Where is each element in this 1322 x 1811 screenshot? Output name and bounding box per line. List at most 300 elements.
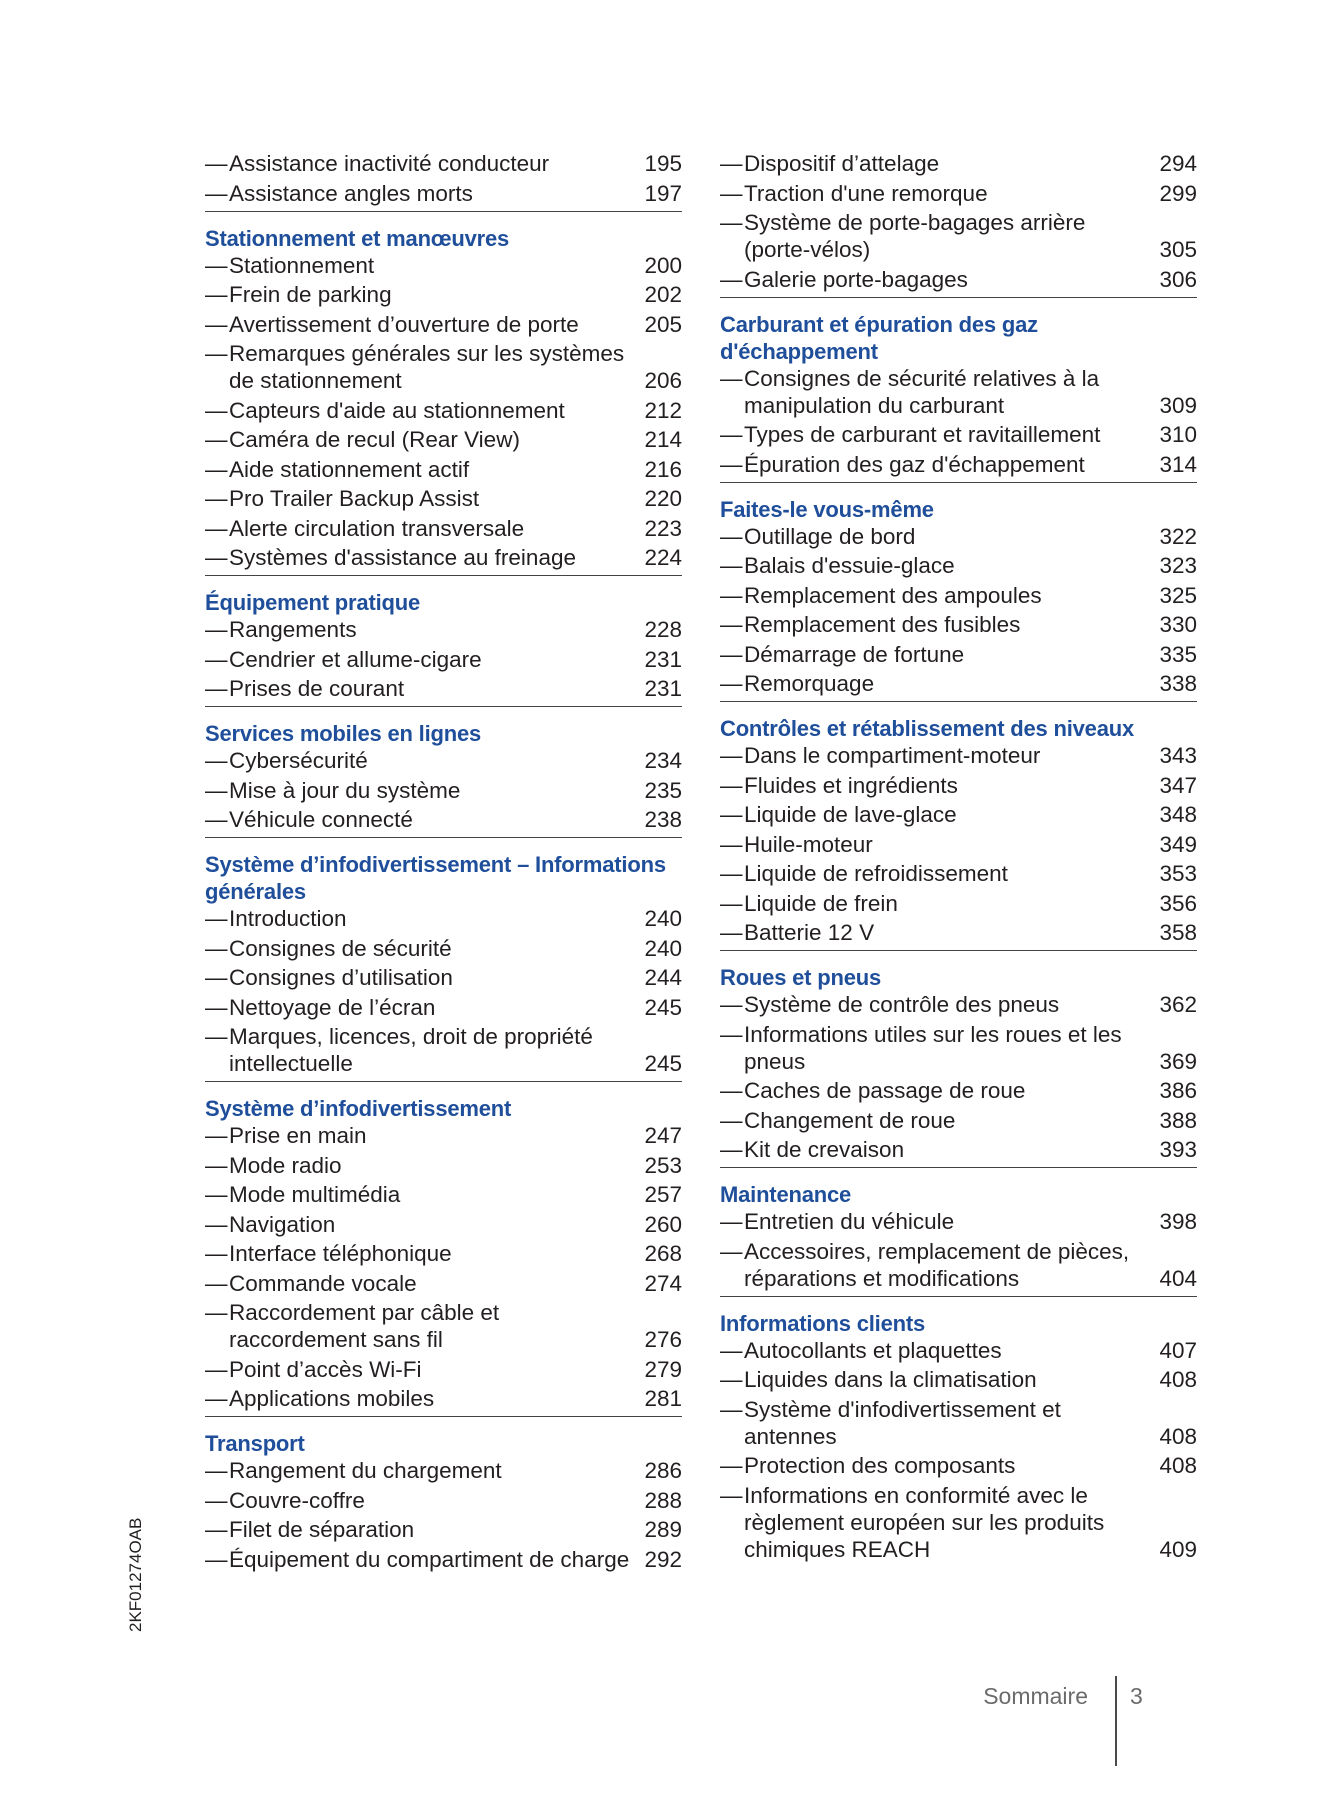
entry-page-number: 216 [644,456,682,482]
entry-title: Interface téléphonique [229,1241,452,1266]
entry-text [205,456,644,483]
entry-title: Commande vocale [229,1270,417,1296]
entry-dash: — [720,365,743,391]
entry-dash: — [720,861,743,886]
entry-title: Dispositif d’attelage [744,151,940,176]
entry-page-number: 325 [1159,582,1197,608]
entry-dash: — [720,772,743,798]
entry-dash: — [720,210,743,235]
toc-entry[interactable] [205,1211,682,1238]
toc-entry[interactable] [720,150,1197,177]
toc-entry[interactable] [720,860,1197,887]
entry-text [720,801,1159,828]
entry-title: Dans le compartiment-moteur [744,743,1041,768]
toc-entry[interactable] [720,1452,1197,1479]
entry-dash: — [720,743,743,768]
entry-page-number: 408 [1159,1367,1197,1392]
entry-page-number: 240 [644,935,682,961]
entry-text [205,397,644,424]
toc-entry[interactable] [205,994,682,1021]
entry-text [720,831,1159,858]
entry-title: Batterie 12 V [744,920,875,945]
entry-page-number: 206 [644,368,682,393]
toc-entry[interactable] [205,1385,682,1412]
toc-entry[interactable] [205,311,682,338]
entry-title: Aide stationnement actif [229,456,470,482]
entry-dash: — [205,515,228,541]
entry-title: Remplacement des ampoules [744,582,1042,608]
entry-title: Balais d'essuie-glace [744,553,955,578]
entry-text [205,616,644,643]
toc-entry[interactable] [720,180,1197,207]
entry-title: Remorquage [744,671,875,696]
entry-dash: — [205,151,228,176]
entry-title: Épuration des gaz d'échappement [744,451,1085,477]
toc-entry[interactable] [205,905,682,932]
toc-entry[interactable] [720,365,1197,419]
entry-text [205,340,644,394]
entry-page-number: 388 [1159,1107,1197,1133]
entry-dash: — [720,1482,743,1508]
section-heading[interactable]: Roues et pneus [720,965,882,990]
entry-title: Kit de crevaison [744,1137,905,1162]
entry-dash: — [205,906,228,931]
entry-title: Démarrage de fortune [744,641,965,667]
entry-page-number: 408 [1159,1453,1197,1478]
entry-dash: — [205,1386,228,1411]
toc-section [205,224,682,577]
entry-dash: — [720,451,743,477]
entry-page-number: 200 [644,252,682,278]
entry-dash: — [205,748,228,773]
toc-entry[interactable] [720,991,1197,1018]
toc-entry[interactable] [720,641,1197,668]
toc-entry[interactable] [205,1270,682,1297]
entry-page-number: 268 [644,1241,682,1266]
toc-entry[interactable] [205,1240,682,1267]
entry-title: Remplacement des fusibles [744,612,1021,637]
entry-page-number: 309 [1159,392,1197,418]
entry-dash: — [720,553,743,578]
toc-entry[interactable] [205,1122,682,1149]
entry-text [205,646,644,673]
toc-entry[interactable] [720,611,1197,638]
entry-title: Équipement du compartiment de charge [229,1546,630,1572]
toc-entry[interactable] [205,1152,682,1179]
entry-dash: — [720,1137,743,1162]
entry-title: Rangements [229,617,357,642]
entry-page-number: 294 [1159,151,1197,176]
toc-entry[interactable] [720,801,1197,828]
toc-section [720,714,1197,951]
toc-entry[interactable] [205,340,682,394]
entry-text [720,150,1159,177]
entry-title: Mode radio [229,1152,342,1178]
toc-section [720,1309,1197,1567]
entry-dash: — [720,1209,743,1234]
toc-entry[interactable] [720,1238,1197,1292]
entry-dash: — [205,965,228,990]
section-heading[interactable]: Transport [205,1431,305,1456]
entry-title: Rangement du chargement [229,1458,502,1483]
entry-text [720,1077,1159,1104]
toc-section [205,1429,682,1577]
entry-title: Stationnement [229,252,375,278]
entry-text [205,150,644,177]
entry-page-number: 224 [644,545,682,570]
section-heading[interactable]: Maintenance [720,1182,852,1207]
entry-title: Accessoires, remplacement de pièces, réparations et modifications [744,1238,1130,1291]
entry-page-number: 253 [644,1152,682,1178]
entry-title: Huile-moteur [744,831,873,857]
entry-text [720,742,1159,769]
entry-title: Consignes de sécurité relatives à la manipulation du carburant [744,365,1100,418]
entry-page-number: 231 [644,646,682,672]
toc-entry[interactable] [205,252,682,279]
entry-text [720,421,1159,448]
entry-dash: — [205,1458,228,1483]
toc-entry[interactable] [205,616,682,643]
entry-title: Avertissement d’ouverture de porte [229,311,579,337]
toc-entry[interactable] [205,1516,682,1543]
toc-entry[interactable] [720,209,1197,263]
toc-entry[interactable] [720,1366,1197,1393]
document-code: 2KF01274OAB [126,1517,145,1632]
entry-text [720,670,1159,697]
entry-title: Entretien du véhicule [744,1209,955,1234]
toc-entry[interactable] [205,544,682,571]
section-heading[interactable]: Système d’infodivertissement [205,1096,512,1121]
entry-dash: — [205,1024,228,1049]
toc-entry[interactable] [720,266,1197,293]
entry-page-number: 362 [1159,992,1197,1017]
toc-entry[interactable] [205,1023,682,1077]
entry-title: Mode multimédia [229,1182,401,1207]
page-number: 3 [1130,1683,1143,1709]
toc-entry[interactable] [205,646,682,673]
toc-entry[interactable] [205,1487,682,1514]
entry-page-number: 195 [644,151,682,176]
entry-page-number: 281 [644,1386,682,1411]
entry-page-number: 386 [1159,1078,1197,1103]
toc-section [205,588,682,707]
toc-entry[interactable] [720,523,1197,550]
toc-section [205,1094,682,1417]
entry-text [720,1021,1159,1075]
toc-section [720,495,1197,703]
entry-dash: — [205,311,228,337]
entry-page-number: 292 [644,1546,682,1572]
entry-title: Filet de séparation [229,1517,415,1542]
entry-text [720,919,1159,946]
entry-text [205,1487,644,1514]
entry-text [720,1107,1159,1134]
entry-text [205,281,644,308]
entry-dash: — [205,1517,228,1542]
toc-entry[interactable] [720,421,1197,448]
entry-text [205,1457,644,1484]
entry-text [205,1152,644,1179]
entry-text [205,747,644,774]
entry-page-number: 408 [1159,1423,1197,1449]
entry-title: Autocollants et plaquettes [744,1337,1002,1363]
entry-page-number: 220 [644,486,682,511]
toc-entry[interactable] [205,1299,682,1353]
entry-title: Couvre-coffre [229,1487,365,1513]
entry-text [205,806,644,833]
entry-text [205,964,644,991]
entry-text [205,1023,644,1077]
toc-entry[interactable] [720,742,1197,769]
entry-text [720,582,1159,609]
toc-column-right [720,150,1197,1579]
entry-title: Liquide de refroidissement [744,861,1008,886]
entry-text [720,1136,1159,1163]
entry-title: Changement de roue [744,1107,956,1133]
toc-entry[interactable] [205,485,682,512]
toc-column-left [205,150,682,1589]
entry-dash: — [205,1356,228,1382]
entry-dash: — [205,1270,228,1296]
entry-dash: — [205,341,228,366]
entry-title: Système de porte-bagages arrière (porte-vélos) [744,210,1086,262]
toc-entry[interactable] [205,1457,682,1484]
entry-text [720,991,1159,1018]
entry-text [205,905,644,932]
toc-entry[interactable] [720,1077,1197,1104]
entry-dash: — [205,1487,228,1513]
entry-title: Types de carburant et ravitaillement [744,422,1101,447]
entry-page-number: 330 [1159,612,1197,637]
entry-dash: — [205,397,228,423]
entry-title: Système d'infodivertissement et antennes [744,1396,1061,1449]
footer-section-label: Sommaire [983,1683,1088,1709]
entry-dash: — [720,1107,743,1133]
entry-text [205,311,644,338]
entry-dash: — [205,1546,228,1572]
entry-title: Cendrier et allume-cigare [229,646,482,672]
toc-entry[interactable] [205,964,682,991]
toc-entry[interactable] [720,1021,1197,1075]
entry-text [205,1356,644,1383]
toc-entry[interactable] [205,777,682,804]
entry-dash: — [205,252,228,278]
toc-entry[interactable] [720,1107,1197,1134]
entry-page-number: 289 [644,1517,682,1542]
toc-entry[interactable] [720,1396,1197,1450]
entry-text [720,772,1159,799]
entry-dash: — [205,282,228,307]
toc-entry[interactable] [205,1181,682,1208]
entry-page-number: 393 [1159,1137,1197,1162]
toc-section [720,150,1197,298]
entry-dash: — [205,777,228,803]
entry-dash: — [205,617,228,642]
entry-dash: — [205,676,228,701]
entry-page-number: 205 [644,311,682,337]
entry-title: Véhicule connecté [229,807,413,832]
toc-entry[interactable] [205,675,682,702]
entry-text [720,1238,1159,1292]
section-heading[interactable]: Stationnement et manœuvres [205,225,510,251]
entry-text [720,1337,1159,1364]
toc-entry[interactable] [205,281,682,308]
toc-entry[interactable] [205,426,682,453]
footer-divider [1115,1676,1117,1766]
entry-dash: — [205,427,228,452]
entry-dash: — [205,1241,228,1266]
entry-page-number: 358 [1159,920,1197,945]
entry-title: Capteurs d'aide au stationnement [229,397,565,423]
entry-text [205,935,644,962]
entry-text [720,1482,1159,1563]
entry-text [205,1270,644,1297]
toc-entry[interactable] [720,1337,1197,1364]
entry-page-number: 245 [644,994,682,1020]
entry-title: Alerte circulation transversale [229,515,525,541]
entry-text [205,1385,644,1412]
entry-dash: — [205,646,228,672]
toc-entry[interactable] [205,806,682,833]
entry-dash: — [720,920,743,945]
entry-title: Marques, licences, droit de propriété intellectuelle [229,1024,593,1076]
entry-title: Consignes d’utilisation [229,965,453,990]
entry-page-number: 244 [644,965,682,990]
toc-entry[interactable] [720,772,1197,799]
entry-page-number: 407 [1159,1337,1197,1363]
toc-entry[interactable] [720,919,1197,946]
entry-text [205,485,644,512]
entry-page-number: 214 [644,427,682,452]
entry-text [720,209,1159,263]
entry-dash: — [205,807,228,832]
toc-entry[interactable] [720,1208,1197,1235]
entry-title: Galerie porte-bagages [744,266,968,292]
toc-entry[interactable] [205,747,682,774]
section-heading[interactable]: Système d’infodivertissement – Informations générales [205,852,666,904]
entry-page-number: 288 [644,1487,682,1513]
toc-entry[interactable] [205,1356,682,1383]
entry-text [720,451,1159,478]
entry-text [205,426,644,453]
entry-page-number: 223 [644,515,682,541]
section-heading[interactable]: Contrôles et rétablissement des niveaux [720,716,1135,741]
toc-entry[interactable] [205,515,682,542]
entry-page-number: 299 [1159,180,1197,206]
entry-text [720,365,1159,419]
entry-title: Liquides dans la climatisation [744,1367,1037,1392]
toc-entry[interactable] [205,1546,682,1573]
entry-page-number: 240 [644,906,682,931]
entry-text [205,777,644,804]
entry-title: Traction d'une remorque [744,180,988,206]
entry-text [720,523,1159,550]
entry-dash: — [205,486,228,511]
toc-entry[interactable] [205,456,682,483]
entry-dash: — [720,671,743,696]
section-heading[interactable]: Services mobiles en lignes [205,721,482,746]
entry-text [720,180,1159,207]
entry-dash: — [720,612,743,637]
entry-dash: — [720,1078,743,1103]
entry-text [205,1546,644,1573]
entry-title: Navigation [229,1211,336,1237]
entry-page-number: 314 [1159,451,1197,477]
toc-entry[interactable] [720,670,1197,697]
entry-dash: — [205,545,228,570]
entry-page-number: 322 [1159,523,1197,549]
entry-page-number: 276 [644,1327,682,1352]
entry-dash: — [720,1453,743,1478]
entry-dash: — [205,180,228,206]
entry-title: Caméra de recul (Rear View) [229,427,520,452]
entry-title: Remarques générales sur les systèmes de stationnement [229,341,625,393]
toc-entry[interactable] [205,397,682,424]
entry-title: Protection des composants [744,1453,1016,1478]
toc-section [205,150,682,212]
entry-text [205,1181,644,1208]
entry-page-number: 257 [644,1182,682,1207]
entry-page-number: 335 [1159,641,1197,667]
entry-page-number: 247 [644,1123,682,1148]
entry-dash: — [720,266,743,292]
toc-entry[interactable] [720,1136,1197,1163]
entry-text [205,515,644,542]
entry-title: Assistance angles morts [229,180,473,206]
entry-page-number: 338 [1159,671,1197,696]
toc-entry[interactable] [720,1482,1197,1563]
entry-page-number: 323 [1159,553,1197,578]
entry-page-number: 212 [644,397,682,423]
entry-text [720,1452,1159,1479]
section-heading[interactable]: Équipement pratique [205,590,420,615]
entry-text [205,994,644,1021]
entry-dash: — [720,890,743,916]
entry-text [720,641,1159,668]
toc-entry[interactable] [720,831,1197,858]
entry-title: Systèmes d'assistance au freinage [229,545,576,570]
entry-title: Outillage de bord [744,523,916,549]
toc-entry[interactable] [720,451,1197,478]
entry-title: Point d’accès Wi-Fi [229,1356,422,1382]
entry-page-number: 279 [644,1356,682,1382]
section-heading[interactable]: Carburant et épuration des gaz d'échappement [720,311,1038,364]
toc-entry[interactable] [720,890,1197,917]
toc-section [720,963,1197,1168]
section-heading[interactable]: Faites-le vous-même [720,496,934,522]
toc-entry[interactable] [205,935,682,962]
entry-dash: — [205,1152,228,1178]
entry-page-number: 260 [644,1211,682,1237]
entry-page-number: 356 [1159,890,1197,916]
toc-entry[interactable] [205,180,682,207]
entry-text [205,1240,644,1267]
entry-text [205,544,644,571]
toc-entry[interactable] [720,582,1197,609]
toc-section [205,850,682,1082]
section-heading[interactable]: Informations clients [720,1310,926,1336]
entry-title: Mise à jour du système [229,777,461,803]
entry-title: Liquide de lave-glace [744,802,957,827]
entry-page-number: 310 [1159,422,1197,447]
entry-page-number: 349 [1159,831,1197,857]
toc-entry[interactable] [720,552,1197,579]
entry-dash: — [720,831,743,857]
entry-page-number: 347 [1159,772,1197,798]
toc-entry[interactable] [205,150,682,177]
entry-dash: — [720,422,743,447]
entry-text [720,552,1159,579]
